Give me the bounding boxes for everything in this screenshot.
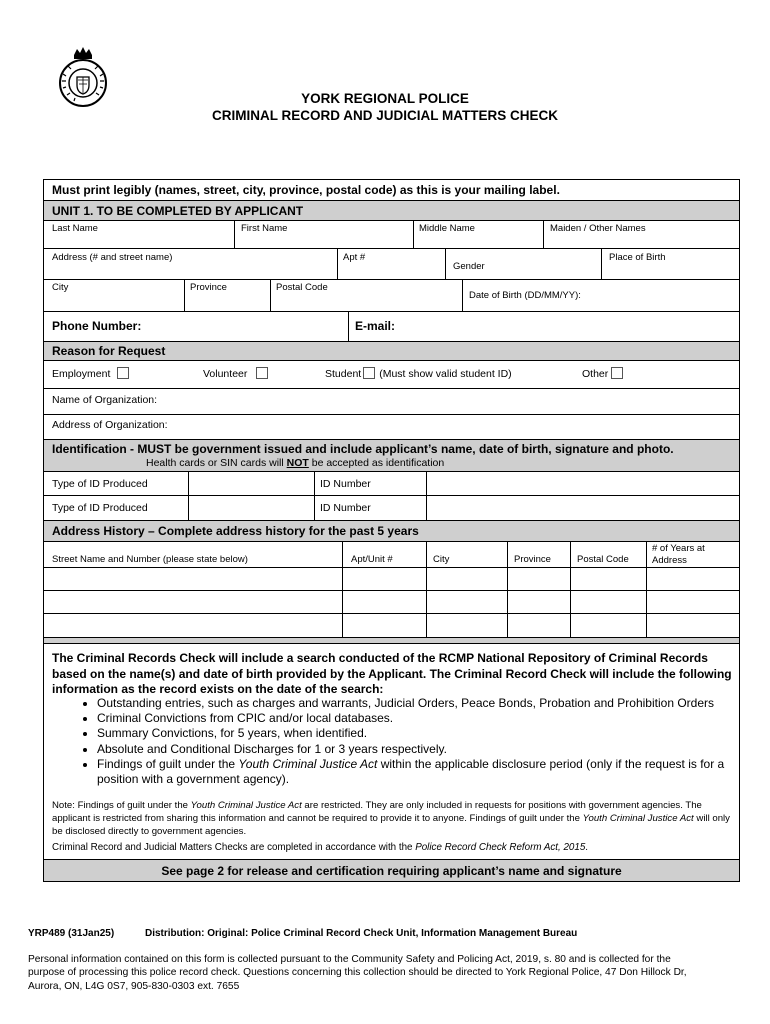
list-item: • Summary Convictions, for 5 years, when identified.: [97, 726, 736, 741]
first-name-field[interactable]: First Name: [241, 223, 288, 234]
column-years-at-address: # of Years at Address: [652, 543, 705, 566]
employment-label: Employment: [52, 368, 111, 380]
column-province: Province: [514, 554, 551, 565]
unit1-heading: UNIT 1. TO BE COMPLETED BY APPLICANT: [52, 204, 304, 218]
address-field[interactable]: Address (# and street name): [52, 252, 173, 263]
volunteer-option[interactable]: [203, 367, 268, 380]
list-item: • Criminal Convictions from CPIC and/or local databases.: [97, 711, 736, 726]
place-of-birth-field[interactable]: Place of Birth: [609, 252, 666, 263]
list-item: • Findings of guilt under the Youth Criminal Justice Act within the applicable disclosure period (only if the request is for a position with a government agency).: [97, 757, 736, 787]
other-checkbox[interactable]: [611, 367, 623, 379]
city-field[interactable]: City: [52, 282, 69, 293]
employment-checkbox[interactable]: [117, 367, 129, 379]
organization-address-field[interactable]: Address of Organization:: [52, 419, 168, 431]
student-checkbox[interactable]: [363, 367, 375, 379]
identification-heading: Identification - MUST be government issued and include applicant’s name, date of birth, signature and photo.: [52, 442, 674, 456]
rcmp-search-statement: The Criminal Records Check will include a search conducted of the RCMP National Repository of Criminal Records based on the name(s) and date of birth provided by the Applicant. The Criminal Record Check will include the following information as the record exists on the date of the search:: [52, 651, 732, 696]
id-number-label-1: ID Number: [320, 478, 371, 490]
identification-subheading: Health cards or SIN cards will NOT be accepted as identification: [146, 457, 445, 469]
volunteer-label: Volunteer: [203, 368, 248, 380]
postal-code-field[interactable]: Postal Code: [276, 282, 328, 293]
id-type-input-1[interactable]: [189, 472, 313, 494]
document-title-line2: CRIMINAL RECORD AND JUDICIAL MATTERS CHECK: [211, 108, 558, 123]
mailing-label-instruction: Must print legibly (names, street, city, province, postal code) as this is your mailing label.: [52, 183, 560, 197]
search-contents-list: [52, 696, 736, 787]
id-type-input-2[interactable]: [189, 496, 313, 519]
column-city: City: [433, 554, 450, 565]
ycja-note: Note: Findings of guilt under the Youth Criminal Justice Act are restricted. They are only included in requests for positions with government agencies. The applicant is restricted from sharing this information and cannot be required to provide it to anyone. Findings of guilt under the Youth Criminal Justice Act will only be disclosed directly to government agencies.: [52, 800, 730, 838]
id-number-label-2: ID Number: [320, 502, 371, 514]
list-item: • Absolute and Conditional Discharges for 1 or 3 years respectively.: [97, 742, 736, 757]
student-label: Student: [325, 368, 362, 380]
id-type-label-1: Type of ID Produced: [52, 478, 148, 490]
id-number-input-1[interactable]: [427, 472, 738, 494]
last-name-field[interactable]: Last Name: [52, 223, 98, 234]
form-code: YRP489 (31Jan25): [28, 928, 115, 939]
address-history-row-3[interactable]: [45, 614, 738, 636]
distribution-line: Distribution: Original: Police Criminal Record Check Unit, Information Management Bureau: [145, 928, 578, 939]
column-apt-unit: Apt/Unit #: [351, 554, 393, 565]
province-field[interactable]: Province: [190, 282, 227, 293]
reform-act-statement: Criminal Record and Judicial Matters Checks are completed in accordance with the Police Record Check Reform Act, 2015.: [52, 842, 589, 853]
apt-field[interactable]: Apt #: [343, 252, 366, 263]
address-history-heading: Address History – Complete address history for the past 5 years: [52, 524, 419, 538]
date-of-birth-field[interactable]: Date of Birth (DD/MM/YY):: [469, 290, 581, 301]
id-type-label-2: Type of ID Produced: [52, 502, 148, 514]
other-option[interactable]: [582, 367, 623, 380]
student-note: (Must show valid student ID): [379, 368, 512, 380]
application-form: [43, 179, 740, 882]
column-street: Street Name and Number (please state below): [52, 554, 248, 565]
list-item: • Outstanding entries, such as charges and warrants, Judicial Orders, Peace Bonds, Probation and Prohibition Orders: [97, 696, 736, 711]
organization-name-field[interactable]: Name of Organization:: [52, 394, 158, 406]
document-title-line1: YORK REGIONAL POLICE: [301, 91, 469, 106]
phone-number-field[interactable]: Phone Number:: [52, 319, 142, 333]
reason-heading: Reason for Request: [52, 344, 166, 358]
maiden-name-field[interactable]: Maiden / Other Names: [550, 223, 646, 234]
volunteer-checkbox[interactable]: [256, 367, 268, 379]
employment-option[interactable]: [52, 367, 129, 380]
address-history-row-2[interactable]: [45, 591, 738, 612]
middle-name-field[interactable]: Middle Name: [419, 223, 475, 234]
student-option[interactable]: [325, 367, 512, 380]
gender-field[interactable]: Gender: [453, 261, 485, 272]
email-field[interactable]: E-mail:: [355, 319, 396, 333]
id-number-input-2[interactable]: [427, 496, 738, 519]
address-history-row-1[interactable]: [45, 568, 738, 589]
other-label: Other: [582, 368, 609, 380]
column-postal-code: Postal Code: [577, 554, 629, 565]
see-page-2-notice: See page 2 for release and certification requiring applicant’s name and signature: [161, 864, 622, 878]
privacy-statement: Personal information contained on this form is collected pursuant to the Community Safety and Policing Act, 2019, s. 80 and is collected for the purpose of processing this police record check. Questions concerning this collection should be directed to York Regional Police, 47 Don Hillock Dr, Aurora, ON, L4G 0S7, 905-830-0303 ext. 7655: [28, 954, 687, 992]
